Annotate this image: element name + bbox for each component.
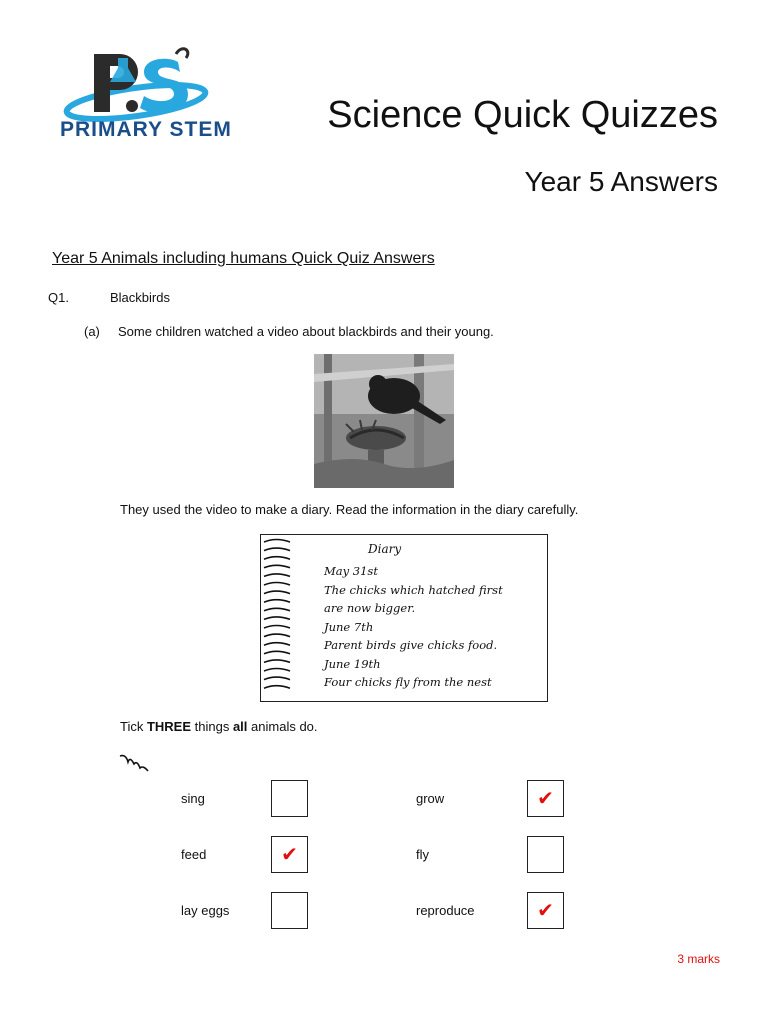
part-label: (a) xyxy=(84,324,100,339)
checkmark-icon: ✔ xyxy=(537,787,554,810)
checkbox-grow[interactable] xyxy=(527,780,564,817)
diary-intro-text: They used the video to make a diary. Read the information in the diary carefully. xyxy=(120,502,579,517)
scribble-mark xyxy=(118,752,152,772)
checkbox-reproduce[interactable] xyxy=(527,892,564,929)
part-text: Some children watched a video about blackbirds and their young. xyxy=(118,324,494,339)
option-label-fly: fly xyxy=(416,847,429,862)
page-title: Science Quick Quizzes xyxy=(327,94,718,136)
option-label-grow: grow xyxy=(416,791,445,806)
diary-line: June 7th xyxy=(324,619,374,634)
checkmark-icon: ✔ xyxy=(281,843,298,866)
diary-heading: Diary xyxy=(368,542,402,556)
option-label-feed: feed xyxy=(181,847,207,862)
diary-line: June 19th xyxy=(324,656,381,671)
option-label-sing: sing xyxy=(181,791,205,806)
checkmark-icon: ✔ xyxy=(537,899,554,922)
page-subtitle: Year 5 Answers xyxy=(524,166,718,197)
checkbox-feed[interactable] xyxy=(271,836,308,873)
question-number: Q1. xyxy=(48,290,69,305)
diary-line: are now bigger. xyxy=(324,601,416,615)
diary-notebook xyxy=(260,534,548,702)
option-label-lay-eggs: lay eggs xyxy=(181,903,230,918)
diary-line: The chicks which hatched first xyxy=(324,582,503,597)
checkbox-fly[interactable] xyxy=(527,836,564,873)
logo-text: PRIMARY STEM xyxy=(60,118,232,141)
diary-line: May 31st xyxy=(324,564,378,578)
diary-line: Four chicks fly from the nest xyxy=(324,675,492,689)
diary-line: Parent birds give chicks food. xyxy=(324,638,498,652)
marks-label: 3 marks xyxy=(677,952,720,966)
blackbird-photo xyxy=(314,354,454,488)
diary-lines xyxy=(324,562,503,692)
checkbox-sing[interactable] xyxy=(271,780,308,817)
option-label-reproduce: reproduce xyxy=(416,903,475,918)
checkbox-lay-eggs[interactable] xyxy=(271,892,308,929)
section-heading: Year 5 Animals including humans Quick Quiz Answers xyxy=(52,250,435,267)
tick-instruction: Tick THREE things all animals do. xyxy=(120,719,318,734)
question-title: Blackbirds xyxy=(110,290,170,305)
